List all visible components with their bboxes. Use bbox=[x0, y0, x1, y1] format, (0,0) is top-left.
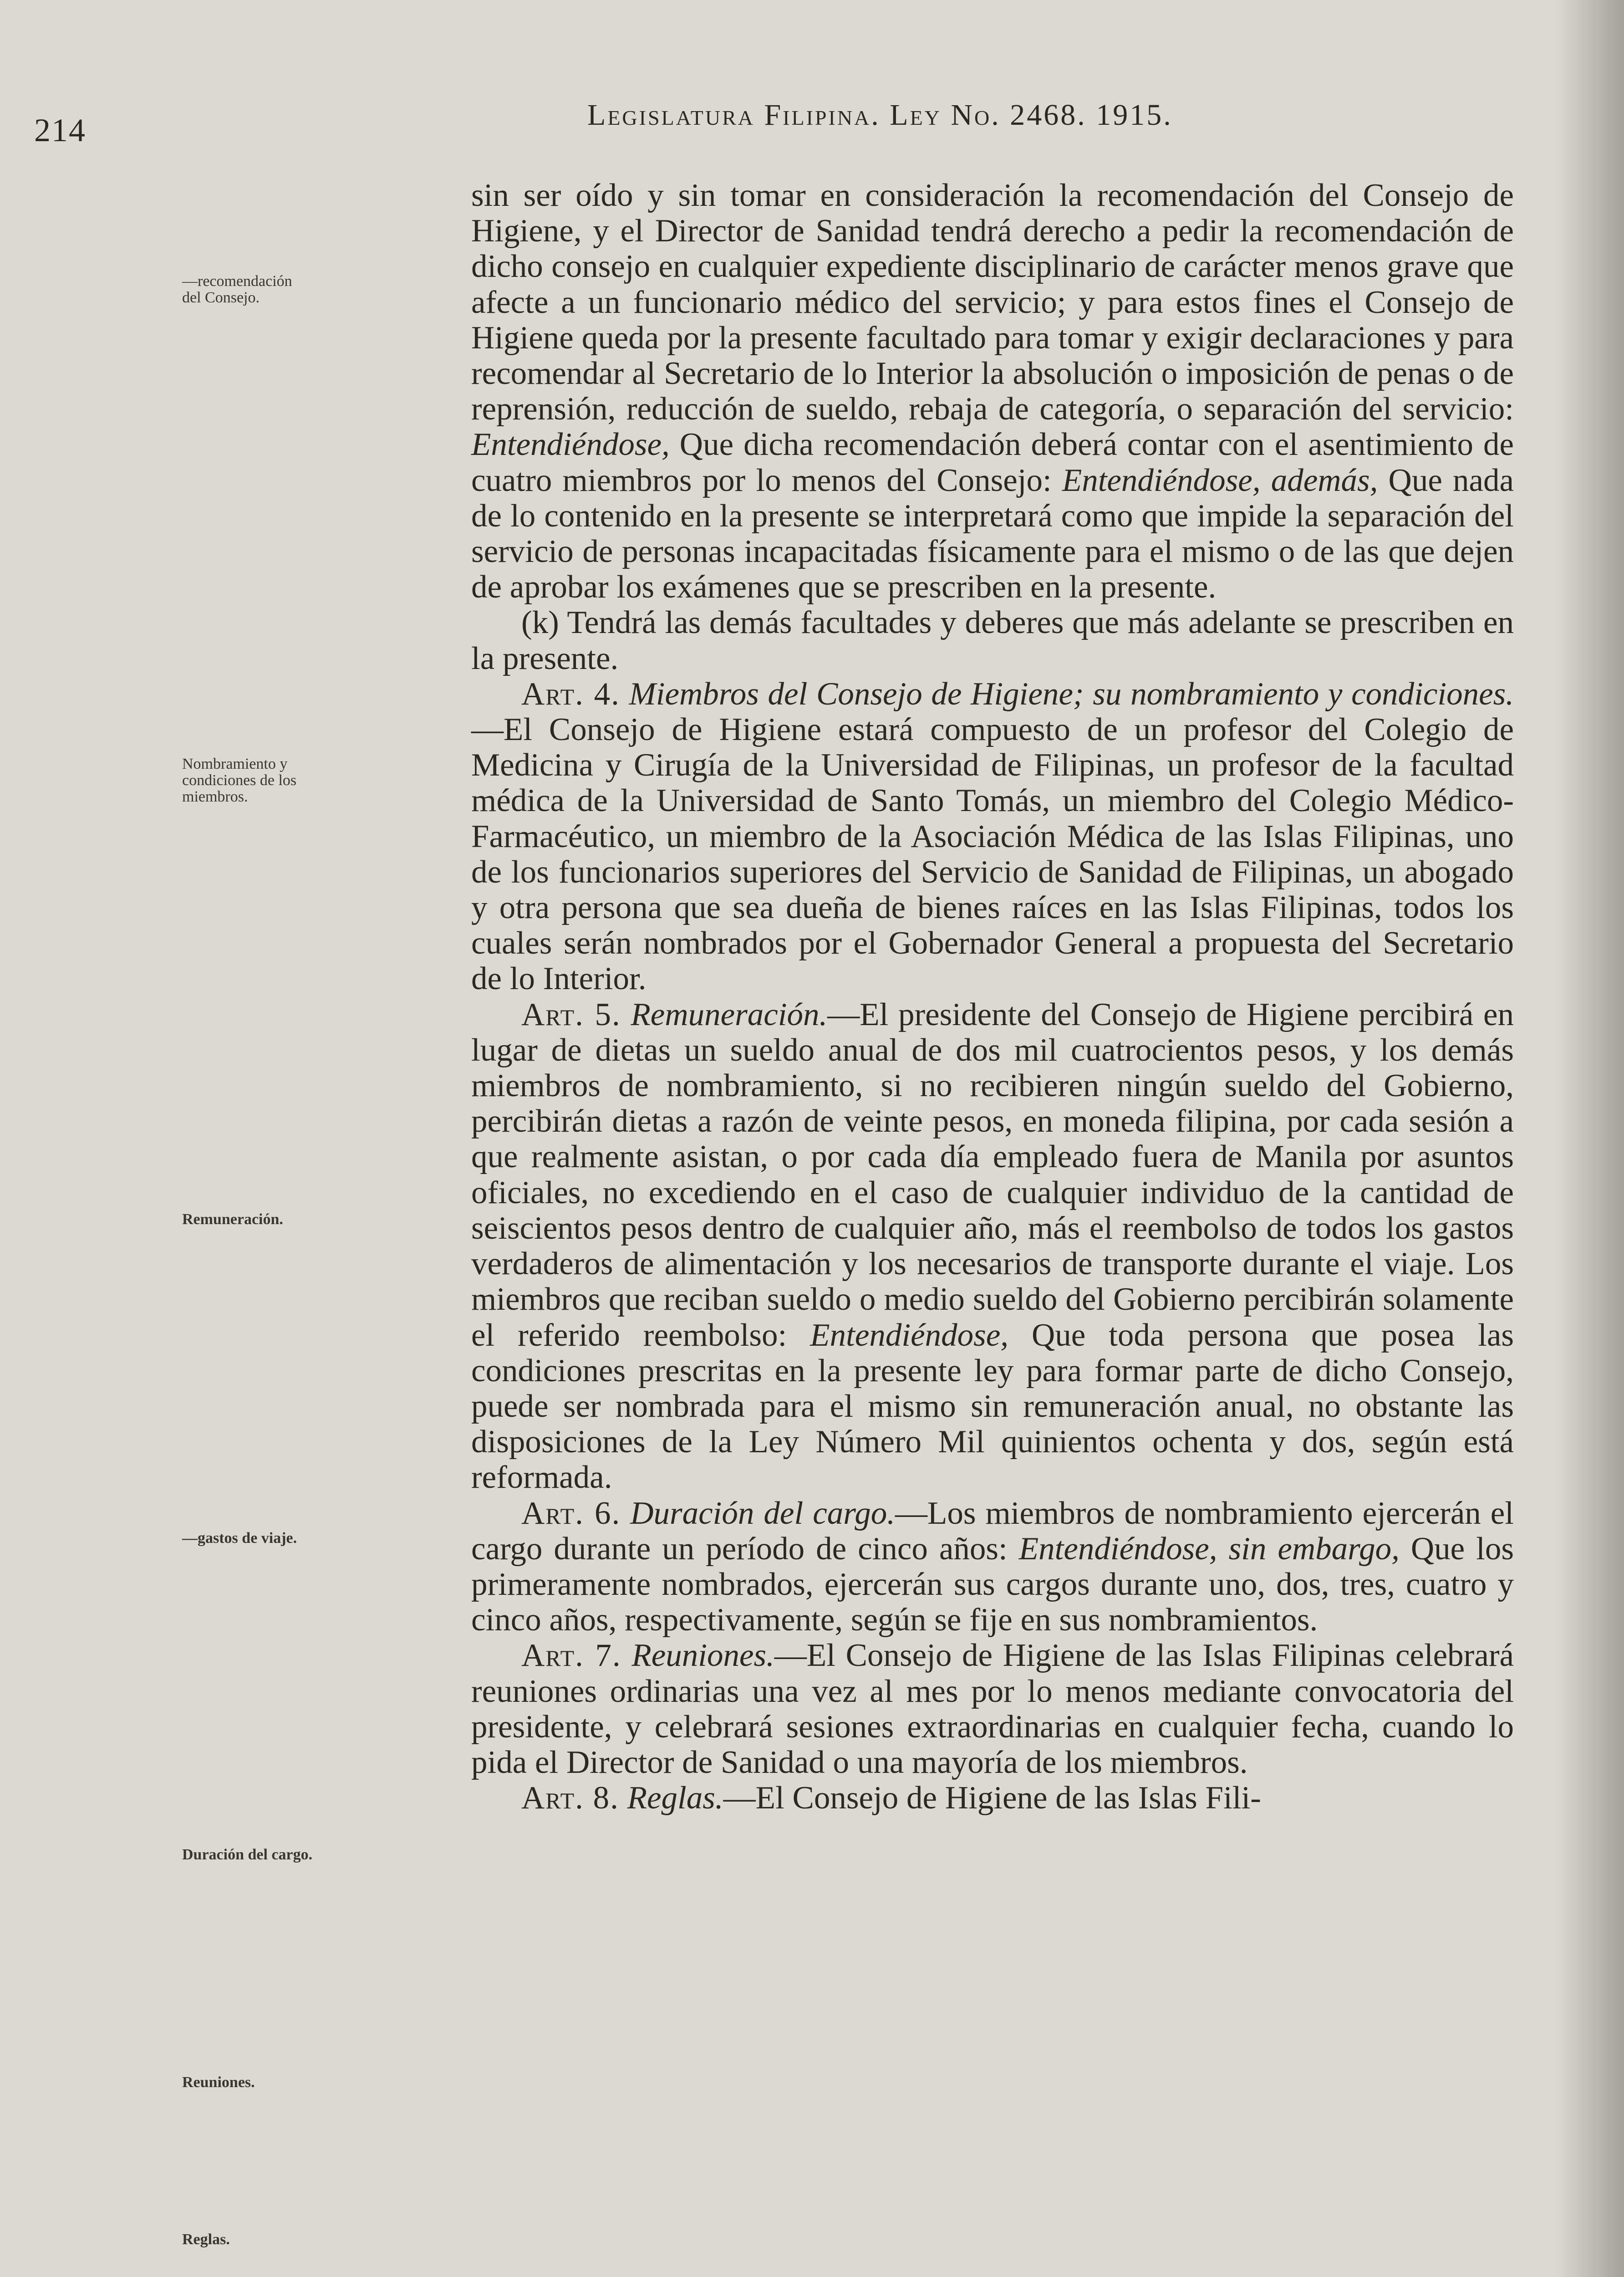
margin-note-gastos: —gastos de viaje. bbox=[182, 1530, 297, 1547]
running-head: Legislatura Filipina. Ley No. 2468. 1915. bbox=[587, 98, 1173, 132]
article-7: Art. 7. Reuniones.—El Consejo de Higiene de las Islas Filipinas celebrará reuniones ordinarias una vez al mes por lo menos mediante convocatoria del presidente, y celebrará sesiones extraordinarias en cualquier fecha, cuando lo pida el Director de Sanidad o una mayoría de los miembros. bbox=[471, 1638, 1514, 1780]
article-5: Art. 5. Remuneración.—El presidente del Consejo de Higiene percibirá en lugar de dietas un sueldo anual de dos mil cuatrocientos pesos, y los demás miembros de nombramiento, si no recibieren ningún sueldo del Gobierno, percibirán dietas a razón de veinte pesos, en moneda filipina, por cada sesión a que realmente asistan, o por cada día empleado fuera de Manila por asuntos oficiales, no excediendo en el caso de cualquier individuo de la cantidad de seiscientos pesos dentro de cualquier año, más el reembolso de todos los gastos verdaderos de alimentación y los necesarios de transporte durante el viaje. Los miembros que reciban sueldo o medio sueldo del Gobierno percibirán solamente el referido reembolso: Entendiéndose, Que toda persona que posea las condiciones prescritas en la presente ley para formar parte de dicho Consejo, puede ser nombrada para el mismo sin remuneración anual, no obstante las disposiciones de la Ley Número Mil quinientos ochenta y dos, según está reformada. bbox=[471, 996, 1514, 1496]
margin-note-remuneracion: Remuneración. bbox=[182, 1211, 283, 1228]
margin-note-reglas: Reglas. bbox=[182, 2231, 230, 2248]
article-4: Art. 4. Miembros del Consejo de Higiene; su nombramiento y condiciones.—El Consejo de Higiene estará compuesto de un profesor del Colegio de Medicina y Cirugía de la Universidad de Filipinas, un profesor de la facultad médica de la Universidad de Santo Tomás, un miembro del Colegio Médico-Farmacéutico, un miembro de la Asociación Médica de las Islas Filipinas, uno de los funcionarios superiores del Servicio de Sanidad de Filipinas, un abogado y otra persona que sea dueña de bienes raíces en las Islas Filipinas, todos los cuales serán nombrados por el Gobernador General a propuesta del Secretario de lo Interior. bbox=[471, 676, 1514, 997]
paragraph-k: (k) Tendrá las demás facultades y deberes que más adelante se prescriben en la presente. bbox=[471, 605, 1514, 676]
page-edge-shadow bbox=[1556, 0, 1624, 2277]
margin-note-reuniones: Reuniones. bbox=[182, 2074, 255, 2091]
margin-note-recomendacion: —recomendación del Consejo. bbox=[182, 273, 292, 306]
article-6: Art. 6. Duración del cargo.—Los miembros de nombramiento ejercerán el cargo durante un período de cinco años: Entendiéndose, sin embargo, Que los primeramente nombrados, ejercerán sus cargos durante uno, dos, tres, cuatro y cinco años, respectivamente, según se fije en sus nombramientos. bbox=[471, 1495, 1514, 1638]
margin-note-nombramiento: Nombramiento y condiciones de los miembros. bbox=[182, 756, 297, 805]
margin-note-duracion: Duración del cargo. bbox=[182, 1846, 313, 1863]
article-8: Art. 8. Reglas.—El Consejo de Higiene de las Islas Fili- bbox=[521, 1780, 1261, 1816]
paragraph-continuation: sin ser oído y sin tomar en consideración la recomendación del Consejo de Higiene, y el Director de Sanidad tendrá derecho a pedir la recomendación de dicho consejo en cualquier expediente disciplinario de carácter menos grave que afecte a un funcionario médico del servicio; y para estos fines el Consejo de Higiene queda por la presente facultado para tomar y exigir declaraciones y para recomendar al Secretario de lo Interior la absolución o imposición de penas o de reprensión, reducción de sueldo, rebaja de categoría, o separación del servicio: Entendiéndose, Que dicha recomendación deberá contar con el asentimiento de cuatro miembros por lo menos del Consejo: Entendiéndose, además, Que nada de lo contenido en la presente se interpretará como que impide la separación del servicio de personas incapacitadas físicamente para el mismo o de las que dejen de aprobar los exámenes que se prescriben en la presente. bbox=[471, 178, 1514, 605]
body-text bbox=[471, 178, 1514, 1816]
page-number: 214 bbox=[34, 112, 86, 148]
